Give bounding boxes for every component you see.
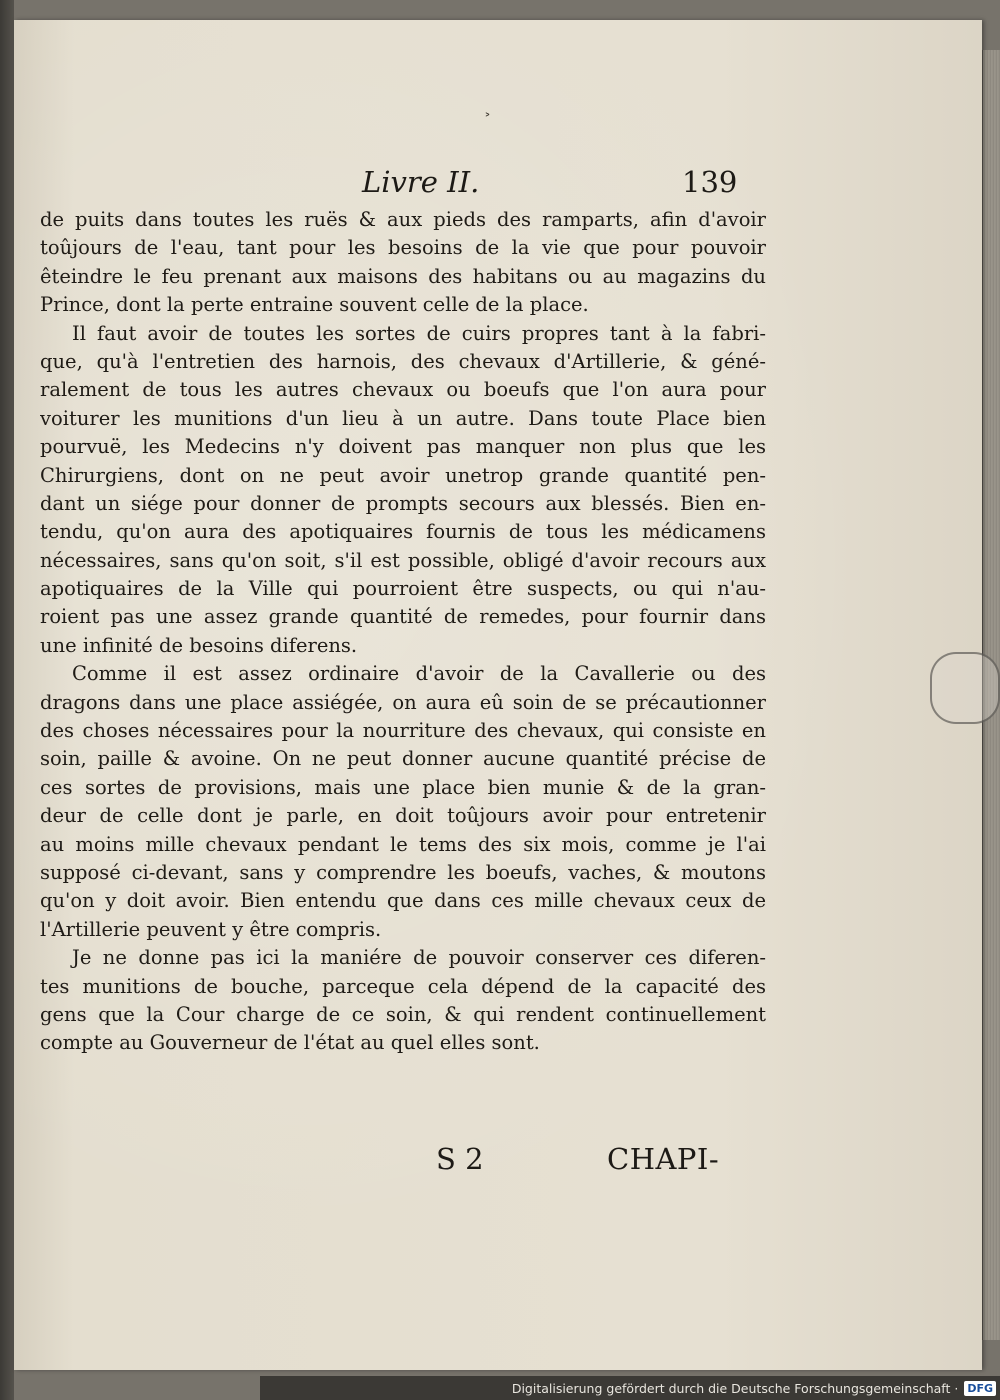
page-number: 139 (682, 165, 738, 199)
text-line: des choses nécessaires pour la nourriture des chevaux, qui consiste en (40, 719, 766, 743)
text-line: compte au Gouverneur de l'état au quel elles sont. (40, 1031, 540, 1055)
body-text (40, 206, 766, 1058)
page-footer (14, 1142, 982, 1182)
text-line: roient pas une assez grande quantité de remedes, pour fournir dans (40, 605, 766, 629)
text-line: dant un siége pour donner de prompts secours aux blessés. Bien en- (40, 491, 766, 515)
text-line: supposé ci-devant, sans y comprendre les boeufs, vaches, & moutons (40, 860, 766, 884)
dfg-logo: DFG (964, 1381, 996, 1396)
signature-mark: S 2 (436, 1142, 484, 1176)
text-line: êteindre le feu prenant aux maisons des habitans ou au magazins du (40, 264, 766, 288)
text-line: qu'on y doit avoir. Bien entendu que dans ces mille chevaux ceux de (40, 889, 766, 913)
text-line: de puits dans toutes les ruës & aux pieds des ramparts, afin d'avoir (40, 208, 766, 231)
text-line: tendu, qu'on aura des apotiquaires fournis de tous les médicamens (40, 520, 766, 544)
page-clip (930, 652, 1000, 724)
text-line: au moins mille chevaux pendant le tems des six mois, comme je l'ai (40, 832, 766, 856)
text-line: dragons dans une place assiégée, on aura eû soin de se précautionner (40, 690, 766, 714)
catchword: CHAPI- (607, 1142, 720, 1176)
text-line: Il faut avoir de toutes les sortes de cuirs propres tant à la fabri- (72, 321, 766, 345)
text-line: gens que la Cour charge de ce soin, & qui rendent continuellement (40, 1002, 766, 1026)
text-line: Je ne donne pas ici la maniére de pouvoir conserver ces diferen- (72, 946, 766, 970)
text-line: Comme il est assez ordinaire d'avoir de la Cavallerie ou des (72, 662, 766, 686)
text-line: pourvuë, les Medecins n'y doivent pas manquer non plus que les (40, 435, 766, 459)
text-line: Prince, dont la perte entraine souvent celle de la place. (40, 293, 589, 317)
text-line: tes munitions de bouche, parceque cela dépend de la capacité des (40, 974, 766, 998)
running-head: Livre II. (362, 165, 480, 199)
text-line: apotiquaires de la Ville qui pourroient être suspects, ou qui n'au- (40, 577, 766, 601)
text-line: ralement de tous les autres chevaux ou boeufs que l'on aura pour (40, 378, 766, 402)
text-line: voiturer les munitions d'un lieu à un autre. Dans toute Place bien (40, 406, 766, 430)
text-line: soin, paille & avoine. On ne peut donner aucune quantité précise de (40, 747, 766, 771)
book-page (14, 20, 982, 1370)
page-header (14, 165, 982, 205)
text-line: nécessaires, sans qu'on soit, s'il est possible, obligé d'avoir recours aux (40, 548, 766, 572)
ink-mark: ˃ (484, 112, 491, 128)
text-line: l'Artillerie peuvent y être compris. (40, 917, 382, 941)
text-line: Chirurgiens, dont on ne peut avoir unetrop grande quantité pen- (40, 463, 766, 487)
text-line: que, qu'à l'entretien des harnois, des chevaux d'Artillerie, & géné- (40, 349, 766, 373)
credit-bar (260, 1376, 1000, 1400)
text-line: toûjours de l'eau, tant pour les besoins de la vie que pour pouvoir (40, 236, 766, 260)
book-binding (0, 0, 14, 1400)
text-line: deur de celle dont je parle, en doit toûjours avoir pour entretenir (40, 804, 766, 828)
credit-text: Digitalisierung gefördert durch die Deutsche Forschungsgemeinschaft · (511, 1380, 959, 1396)
text-line: ces sortes de provisions, mais une place bien munie & de la gran- (40, 775, 766, 799)
text-line: une infinité de besoins diferens. (40, 633, 358, 657)
